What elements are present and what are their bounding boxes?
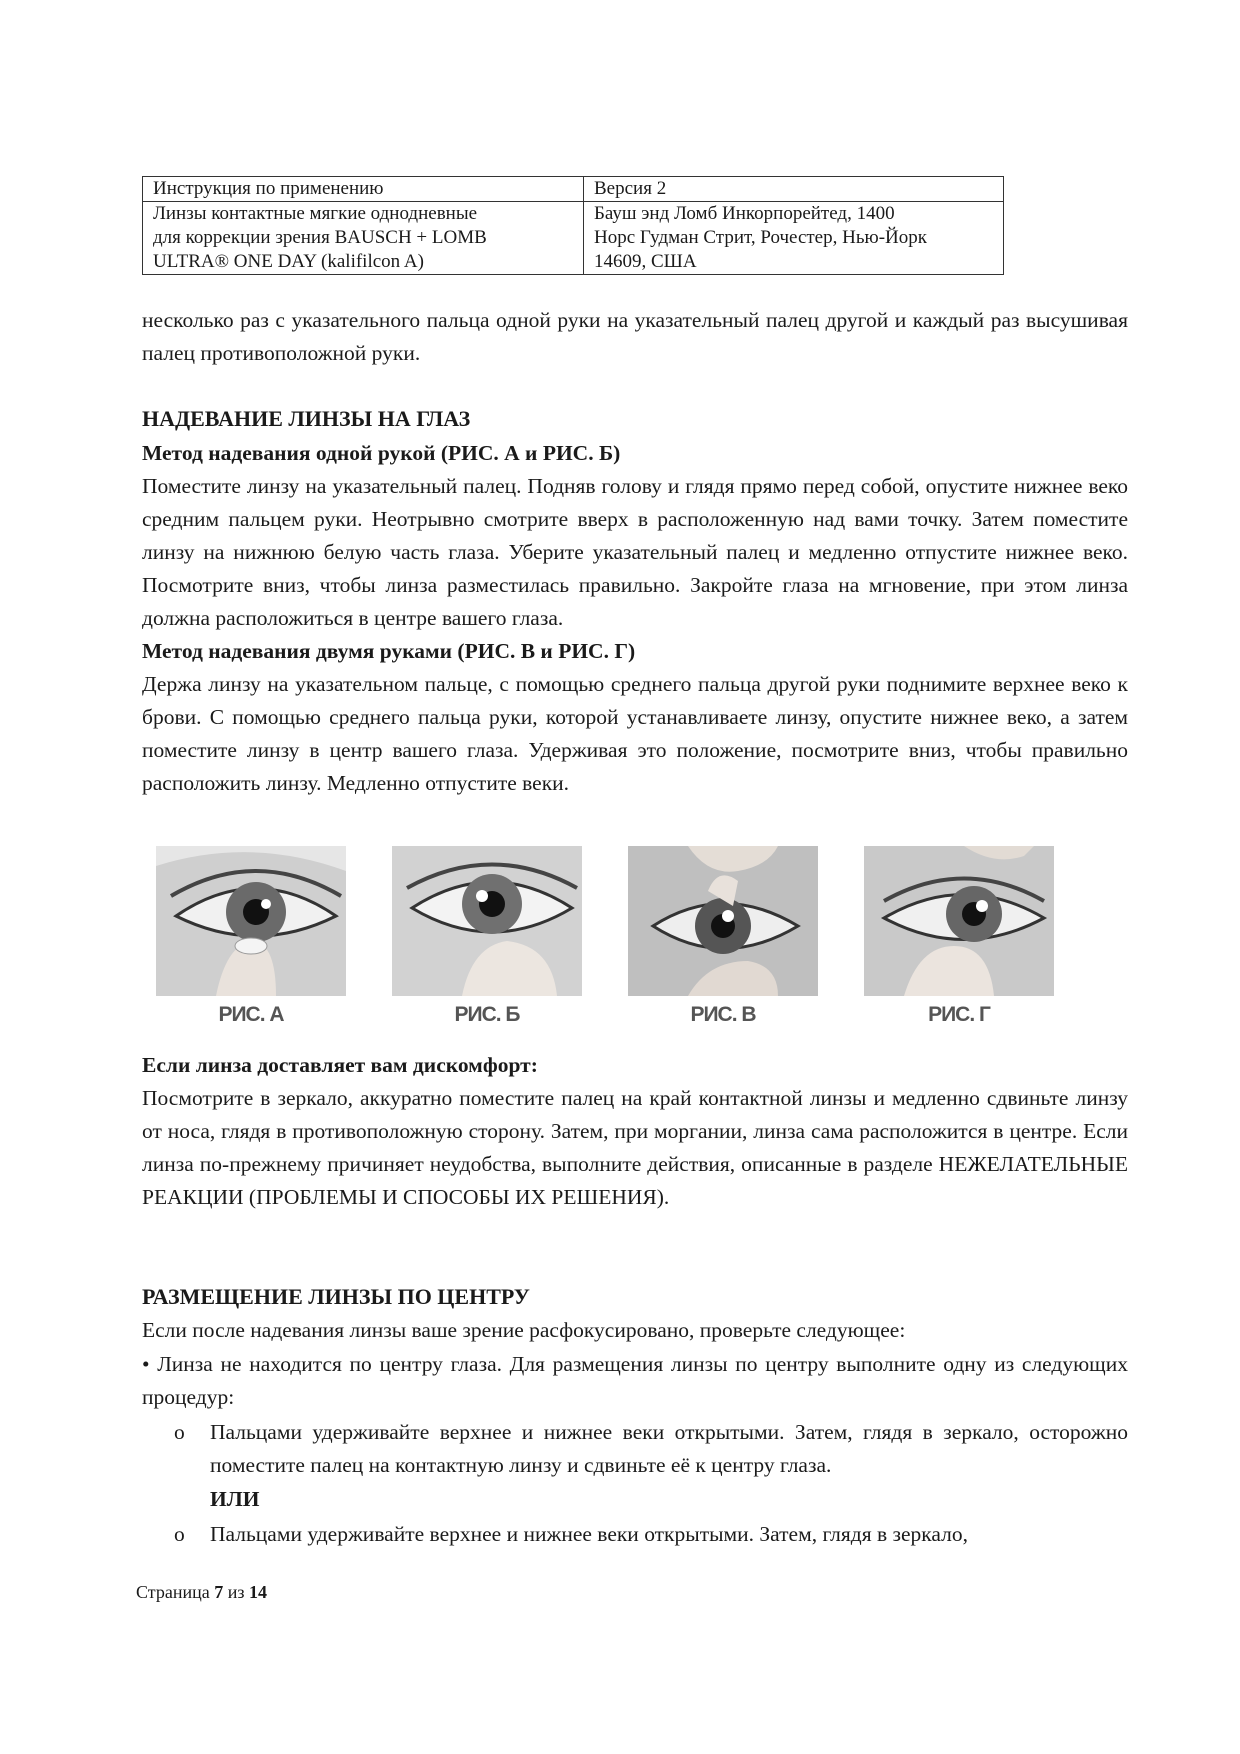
header-cell-product (143, 202, 584, 275)
footer-total-pages: 14 (248, 1582, 267, 1602)
centering-option-1-text: Пальцами удерживайте верхнее и нижнее веки открытыми. Затем, глядя в зеркало, осторожно поместите палец на контактную линзу и сдвиньте её к центру глаза. (210, 1420, 1128, 1477)
product-line-1: Линзы контактные мягкие однодневные (153, 203, 478, 224)
method1-title: Метод надевания одной рукой (РИС. А и РИС. Б) (142, 441, 621, 465)
footer-of: из (227, 1582, 245, 1602)
discomfort-text: Посмотрите в зеркало, аккуратно поместите палец на край контактной линзы и медленно сдвиньте линзу от носа, глядя в противоположную сторону. Затем, при моргании, линза сама расположится в центре. Если линза по-прежнему причиняет неудобства, выполните действия, описанные в разделе НЕЖЕЛАТЕЛЬНЫЕ РЕАКЦИИ (ПРОБЛЕМЫ И СПОСОБЫ ИХ РЕШЕНИЯ). (142, 1086, 1128, 1209)
manufacturer-line-3: 14609, США (594, 251, 697, 272)
centering-option-2 (174, 1518, 1128, 1551)
centering-option-1 (174, 1416, 1128, 1482)
discomfort-title: Если линза доставляет вам дискомфорт: (142, 1053, 538, 1077)
manufacturer-line-1: Бауш энд Ломб Инкорпорейтед, 1400 (594, 203, 895, 224)
figure-a-image (156, 846, 346, 996)
figure-c-image (628, 846, 818, 996)
header-table (142, 176, 1004, 275)
header-cell-version: Версия 2 (584, 177, 1004, 202)
method2-text: Держа линзу на указательном пальце, с помощью среднего пальца другой руки поднимите верхнее веко к брови. С помощью среднего пальца руки, которой устанавливаете линзу, опустите нижнее веко, а затем поместите линзу в центр вашего глаза. Удерживая это положение, посмотрите вниз, чтобы правильно расположить линзу. Медленно отпустите веки. (142, 672, 1128, 795)
footer-label: Страница (136, 1582, 210, 1602)
figure-d-caption: РИС. Г (928, 1003, 990, 1026)
method1-text: Поместите линзу на указательный палец. Подняв голову и глядя прямо перед собой, опустите нижнее веко средним пальцем руки. Неотрывно смотрите вверх в расположенную над вами точку. Затем поместите линзу на нижнюю белую часть глаза. Уберите указательный палец и медленно отпустите нижнее веко. Посмотрите вниз, чтобы линза разместилась правильно. Закройте глаза на мгновение, при этом линза должна расположиться в центре вашего глаза. (142, 474, 1128, 630)
centering-bullet: • Линза не находится по центру глаза. Для размещения линзы по центру выполните одну из следующих процедур: (142, 1352, 1128, 1409)
intro-paragraph: несколько раз с указательного пальца одной руки на указательный палец другой и каждый раз высушивая палец противоположной руки. (142, 308, 1128, 365)
figure-d-image (864, 846, 1054, 996)
list-circle-marker: o (174, 1522, 185, 1546)
section-title-centering: РАЗМЕЩЕНИЕ ЛИНЗЫ ПО ЦЕНТРУ (142, 1284, 530, 1309)
section-title-insertion: НАДЕВАНИЕ ЛИНЗЫ НА ГЛАЗ (142, 406, 471, 431)
figure-c-caption: РИС. В (690, 1003, 756, 1026)
page-footer (136, 1582, 267, 1603)
header-cell-manufacturer (584, 202, 1004, 275)
figure-b-image (392, 846, 582, 996)
method2-title: Метод надевания двумя руками (РИС. В и РИС. Г) (142, 639, 636, 663)
header-cell-title: Инструкция по применению (143, 177, 584, 202)
centering-option-2-text: Пальцами удерживайте верхнее и нижнее веки открытыми. Затем, глядя в зеркало, (210, 1522, 969, 1546)
figure-a-caption: РИС. А (218, 1003, 284, 1026)
or-separator: ИЛИ (210, 1487, 260, 1511)
product-line-2: для коррекции зрения BAUSCH + LOMB (153, 227, 487, 248)
figure-b-caption: РИС. Б (454, 1003, 520, 1026)
centering-intro: Если после надевания линзы ваше зрение расфокусировано, проверьте следующее: (142, 1318, 906, 1342)
list-circle-marker: o (174, 1420, 185, 1444)
footer-page-number: 7 (214, 1582, 224, 1602)
manufacturer-line-2: Норс Гудман Стрит, Рочестер, Нью-Йорк (594, 227, 927, 248)
product-line-3: ULTRA® ONE DAY (kalifilcon A) (153, 251, 424, 272)
